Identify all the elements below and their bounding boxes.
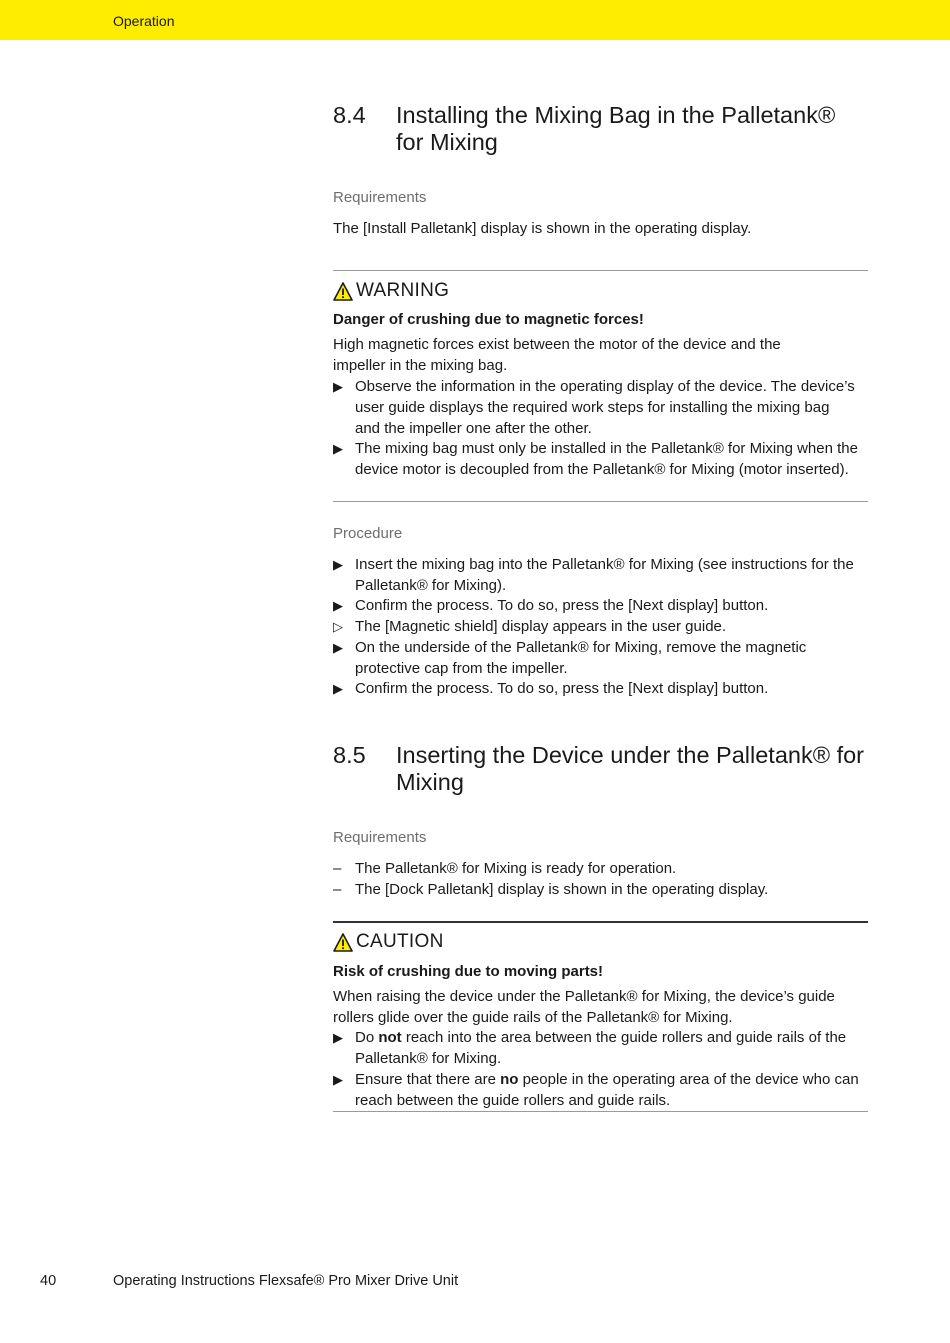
caution-text: When raising the device under the Palletank® for Mixing, the device’s guide rollers glide over the guide rails of the Palletank® for Mixing. [333,988,835,1026]
section-number: 8.5 [333,742,366,768]
warning-icon [333,282,353,301]
caution-bottom-rule [333,1111,868,1112]
section-number: 8.4 [333,102,366,128]
section-title: Installing the Mixing Bag in the Palletank® for Mixing [396,102,836,155]
step-text: Confirm the process. To do so, press the [Next display] button. [355,597,769,614]
main-content [333,0,868,1343]
procedure-result [333,616,868,637]
procedure-step [333,595,868,616]
warning-word: WARNING [356,280,450,301]
text-run: Do [355,1029,379,1046]
warning-signal [333,280,449,302]
caution-headline: Risk of crushing due to moving parts! [333,963,604,980]
warning-action-text: Observe the information in the operating display of the device. The device’s user guide displays the required work steps for installing the mixing bag and the impeller one after the other. [355,378,855,437]
caution-action [333,1027,868,1069]
warning-action [333,438,868,480]
step-text: On the underside of the Palletank® for Mixing, remove the magnetic protective cap from the impeller. [355,639,807,677]
caution-action [333,1069,868,1111]
procedure-step [333,678,868,699]
requirement-item [333,879,868,900]
dash-marker: – [333,860,342,877]
caution-action-text [355,1069,865,1111]
emphasis: not [378,1029,402,1046]
action-arrow-icon: ▶ [333,1030,343,1045]
action-arrow-icon: ▶ [333,681,343,696]
section-8-5-heading [333,742,868,802]
dash-marker: – [333,881,342,898]
caution-signal [333,931,444,953]
caution-top-rule [333,921,868,923]
result-arrow-icon: ▷ [333,619,343,634]
step-text: The [Magnetic shield] display appears in the user guide. [355,618,727,635]
step-text: Confirm the process. To do so, press the [Next display] button. [355,680,769,697]
requirements-text: The [Install Palletank] display is shown in the operating display. [333,220,752,237]
header-section-label: Operation [113,13,175,29]
warning-action-text: The mixing bag must only be installed in the Palletank® for Mixing when the device motor is decoupled from the Palletank® for Mixing (motor inserted). [355,440,858,478]
requirements-label: Requirements [333,829,427,846]
warning-icon [333,933,353,952]
warning-top-rule [333,270,868,271]
requirement-text: The Palletank® for Mixing is ready for operation. [355,860,677,877]
requirements-label: Requirements [333,189,427,206]
warning-action [333,376,868,439]
footer-page-number: 40 [40,1273,57,1289]
action-arrow-icon: ▶ [333,598,343,613]
warning-bottom-rule [333,501,868,502]
action-arrow-icon: ▶ [333,441,343,456]
warning-text: High magnetic forces exist between the motor of the device and the impeller in the mixing bag. [333,336,781,374]
action-arrow-icon: ▶ [333,379,343,394]
section-8-4-heading [333,102,868,162]
text-run: Ensure that there are [355,1071,501,1088]
step-text: Insert the mixing bag into the Palletank® for Mixing (see instructions for the Palletank® for Mixing). [355,556,854,594]
caution-action-text [355,1027,855,1069]
section-title: Inserting the Device under the Palletank® for Mixing [396,742,864,795]
action-arrow-icon: ▶ [333,557,343,572]
procedure-label: Procedure [333,525,403,542]
text-run: people in the operating area of the device who can reach between the guide rollers and guide rails. [355,1071,859,1109]
procedure-step [333,554,868,596]
caution-word: CAUTION [356,931,444,952]
action-arrow-icon: ▶ [333,640,343,655]
text-run: reach into the area between the guide rollers and guide rails of the Palletank® for Mixing. [355,1029,847,1067]
emphasis: no [500,1071,519,1088]
footer-doc-title: Operating Instructions Flexsafe® Pro Mixer Drive Unit [113,1273,459,1289]
requirement-item [333,858,868,879]
requirement-text: The [Dock Palletank] display is shown in the operating display. [355,881,769,898]
warning-headline: Danger of crushing due to magnetic forces! [333,311,644,328]
procedure-step [333,637,868,679]
action-arrow-icon: ▶ [333,1072,343,1087]
